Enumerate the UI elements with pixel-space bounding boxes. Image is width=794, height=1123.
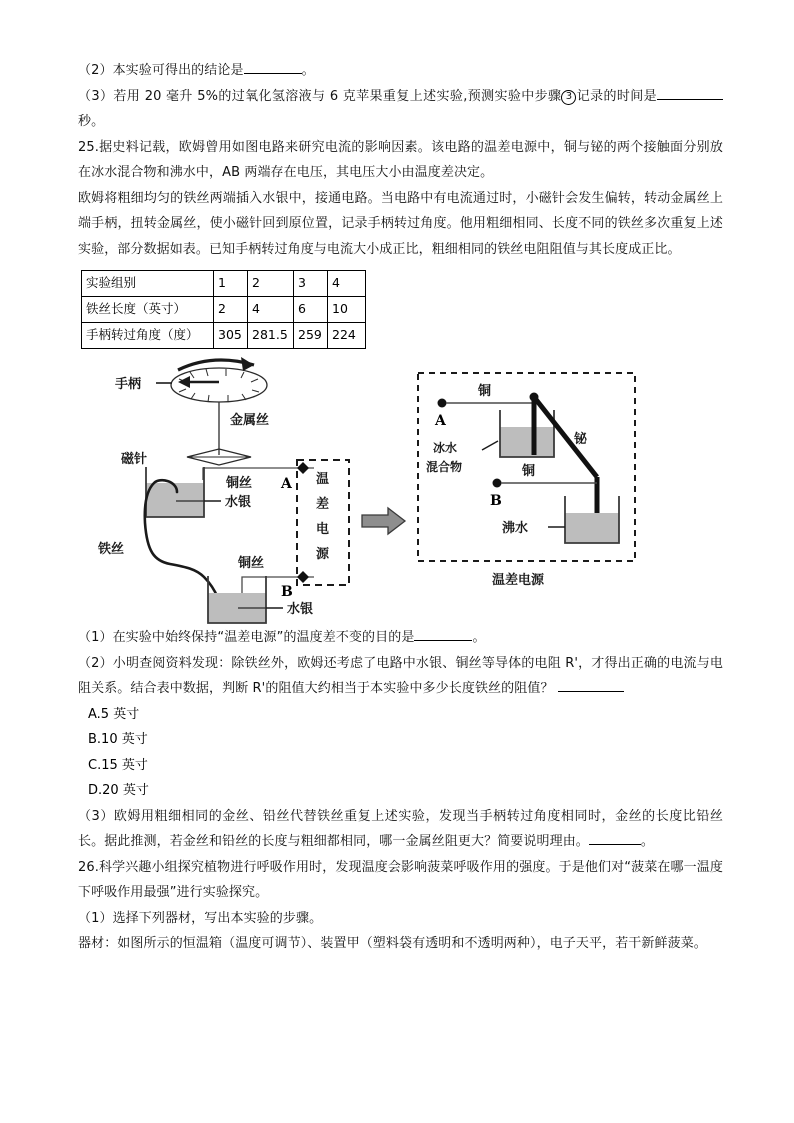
q25-1-text-after: 。: [472, 630, 486, 645]
q25-2-text: （2）小明查阅资料发现：除铁丝外，欧姆还考虑了电路中水银、铜丝等导体的电阻 R'，才得出正确的电流与电阻关系。结合表中数据，判断 R'的阻值大约相当于本实验中多少长度铁丝的阻值？: [78, 655, 723, 696]
q24-3-text-c: 秒。: [78, 114, 105, 129]
table-cell: 10: [328, 297, 366, 323]
option-d[interactable]: D.20 英寸: [88, 783, 149, 798]
rotation-arrow-head: [241, 357, 254, 371]
question-26-stem: 26.科学兴趣小组探究植物进行呼吸作用时，发现温度会影响菠菜呼吸作用的强度。于是他们对“菠菜在哪一温度下呼吸作用最强”进行实验探究。: [78, 859, 723, 900]
label-bismuth: 铋: [574, 432, 588, 447]
table-cell: 281.5: [248, 323, 294, 349]
label-ice-water-line1: 冰水: [433, 441, 458, 455]
label-ice-water-line2: 混合物: [426, 460, 463, 474]
mercury-vessel-top: [146, 467, 204, 517]
table-cell: 4: [248, 297, 294, 323]
answer-blank[interactable]: [558, 678, 624, 692]
table-cell: 1: [214, 271, 248, 297]
q25-1-text-before: （1）在实验中始终保持“温差电源”的温度差不变的目的是: [78, 630, 415, 645]
transition-arrow-icon: [362, 508, 405, 534]
ice-water-beaker: [500, 410, 554, 457]
question-26-1: （1）选择下列器材，写出本实验的步骤。: [78, 910, 323, 926]
terminal-b-dot-right: [493, 479, 502, 488]
option-c[interactable]: C.15 英寸: [88, 757, 148, 773]
label-handle: 手柄: [115, 377, 142, 392]
label-boiling-water: 沸水: [502, 521, 529, 536]
answer-blank[interactable]: [244, 60, 302, 74]
label-compass-needle: 磁针: [121, 452, 148, 467]
question-25-stem-part2: 欧姆将粗细均匀的铁丝两端插入水银中，接通电路。当电路中有电流通过时，小磁针会发生偏转，转动金属丝上端手柄，扭转金属丝，使小磁针回到原位置，记录手柄转过角度。他用粗细相同、长度不同的铁丝多次重复上述实验，部分数据如表。已知手柄转过角度与电流大小成正比，粗细相同的铁丝电阻阻值与其长度成正比。: [78, 190, 723, 257]
terminal-a-node: [297, 462, 309, 474]
figure-svg: [78, 355, 723, 625]
question-24-3: [78, 84, 723, 135]
label-copper-wire-top: 铜丝: [226, 476, 253, 491]
table-row: [82, 323, 366, 349]
table-row: [82, 271, 366, 297]
table-row-header: 手柄转过角度（度）: [82, 323, 214, 349]
figure-caption-right: 温差电源: [492, 573, 545, 588]
table-cell: 224: [328, 323, 366, 349]
label-metal-wire: 金属丝: [230, 413, 270, 428]
handle-disc-hatching: [179, 369, 259, 402]
ice-water-fill: [500, 427, 554, 457]
q24-2-text-after: 。: [301, 63, 315, 78]
label-thermo-source-left-char2: 差: [316, 497, 330, 512]
question-26-materials: 器材：如图所示的恒温箱（温度可调节）、装置甲（塑料袋有透明和不透明两种），电子天平，若干新鲜菠菜。: [78, 936, 707, 951]
label-copper-top-right: 铜: [478, 384, 492, 399]
question-25-2: [78, 651, 723, 702]
table-cell: 4: [328, 271, 366, 297]
q24-3-text-b: 记录的时间是: [576, 88, 657, 104]
table-cell: 2: [248, 271, 294, 297]
question-25-stem-part1: 25.据史料记载，欧姆曾用如图电路来研究电流的影响因素。该电路的温差电源中，铜与铋的两个接触面分别放在冰水混合物和沸水中，AB 两端存在电压，其电压大小由温度差决定。: [78, 139, 723, 180]
ohm-circuit-figure: [78, 355, 723, 625]
label-thermo-source-left-char3: 电: [316, 522, 330, 537]
question-24-2: [78, 58, 723, 84]
label-terminal-b-right: B: [490, 493, 502, 509]
label-copper-bottom-right: 铜: [522, 464, 536, 479]
circled-step-number: 3: [561, 90, 576, 105]
option-b[interactable]: B.10 英寸: [88, 732, 148, 747]
label-mercury-top: 水银: [225, 495, 252, 510]
table-cell: 2: [214, 297, 248, 323]
boiling-water-beaker: [565, 496, 619, 543]
label-thermo-source-left-char1: 温: [316, 472, 330, 487]
table-cell: 3: [294, 271, 328, 297]
table-row-header: 铁丝长度（英寸）: [82, 297, 214, 323]
experiment-data-table: [81, 270, 366, 349]
q24-3-text-a: （3）若用 20 毫升 5%的过氧化氢溶液与 6 克苹果重复上述实验,预测实验中步骤: [78, 88, 562, 104]
q25-3-text-before: （3）欧姆用粗细相同的金丝、铅丝代替铁丝重复上述实验，发现当手柄转过角度相同时，金丝的长度比铅丝长。据此推测，若金丝和铅丝的长度与粗细都相同，哪一金属丝阻更大？简要说明理由。: [78, 808, 723, 849]
terminal-b-node: [297, 571, 309, 583]
table-cell: 305: [214, 323, 248, 349]
label-thermo-source-left-char4: 源: [316, 547, 330, 562]
handle-inner-arrow-head: [178, 376, 190, 388]
table-row-header: 实验组别: [82, 271, 214, 297]
table-row: [82, 297, 366, 323]
q25-3-text-after: 。: [640, 834, 655, 849]
label-iron-wire: 铁丝: [98, 542, 125, 557]
boiling-water-fill: [565, 513, 619, 543]
mercury-vessel-bottom: [208, 576, 266, 623]
label-terminal-a-left: A: [281, 476, 292, 492]
table-cell: 259: [294, 323, 328, 349]
q24-2-text-before: （2）本实验可得出的结论是: [78, 63, 244, 78]
option-a[interactable]: A.5 英寸: [88, 706, 140, 722]
answer-blank[interactable]: [657, 86, 723, 100]
answer-blank[interactable]: [589, 831, 641, 845]
label-terminal-a-right: A: [435, 413, 446, 429]
question-25-1: [78, 625, 723, 651]
table-cell: 6: [294, 297, 328, 323]
document-content: [78, 58, 723, 957]
terminal-a-dot-right: [438, 399, 447, 408]
question-25-3: [78, 804, 723, 855]
label-mercury-bottom: 水银: [287, 602, 314, 617]
label-copper-wire-bottom: 铜丝: [238, 556, 265, 571]
answer-blank[interactable]: [414, 627, 472, 641]
ice-water-leader: [482, 441, 498, 450]
label-terminal-b-left: B: [281, 584, 293, 600]
